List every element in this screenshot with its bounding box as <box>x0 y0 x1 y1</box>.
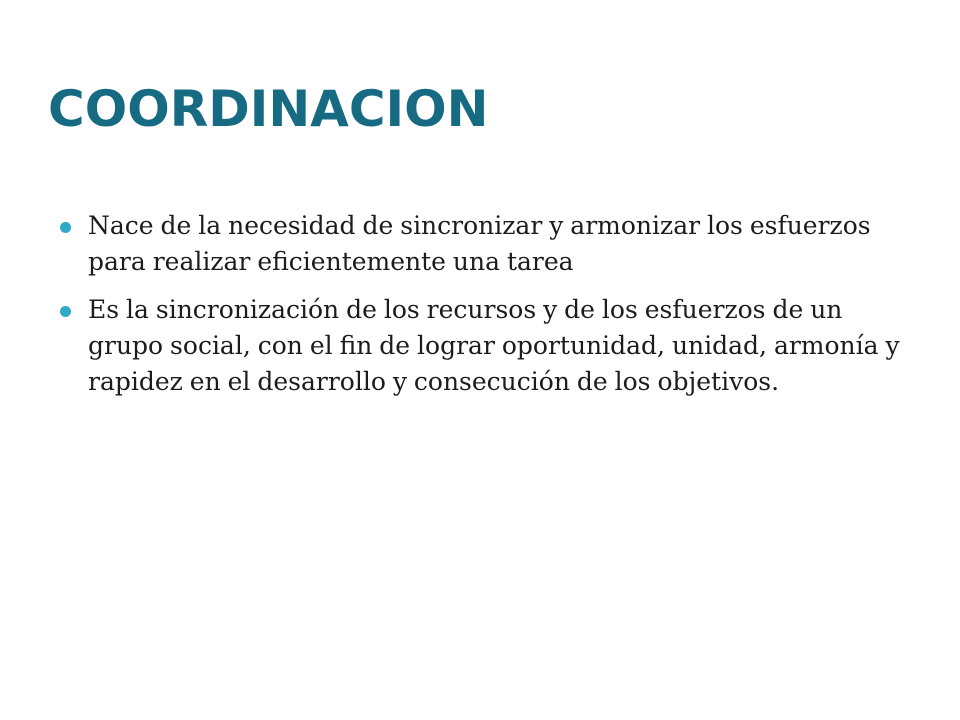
bullet-list <box>60 208 920 412</box>
slide-title: COORDINACION <box>48 80 489 138</box>
bullet-item <box>60 292 920 400</box>
bullet-dot-icon <box>60 306 71 317</box>
bullet-text: Es la sincronización de los recursos y de los esfuerzos de un grupo social, con el fin de lograr oportunidad, unidad, armonía y rapidez en el desarrollo y consecución de los objetivos. <box>88 295 900 396</box>
bullet-item <box>60 208 920 280</box>
bullet-text: Nace de la necesidad de sincronizar y armonizar los esfuerzos para realizar eficientemente una tarea <box>88 211 871 276</box>
bullet-dot-icon <box>60 222 71 233</box>
